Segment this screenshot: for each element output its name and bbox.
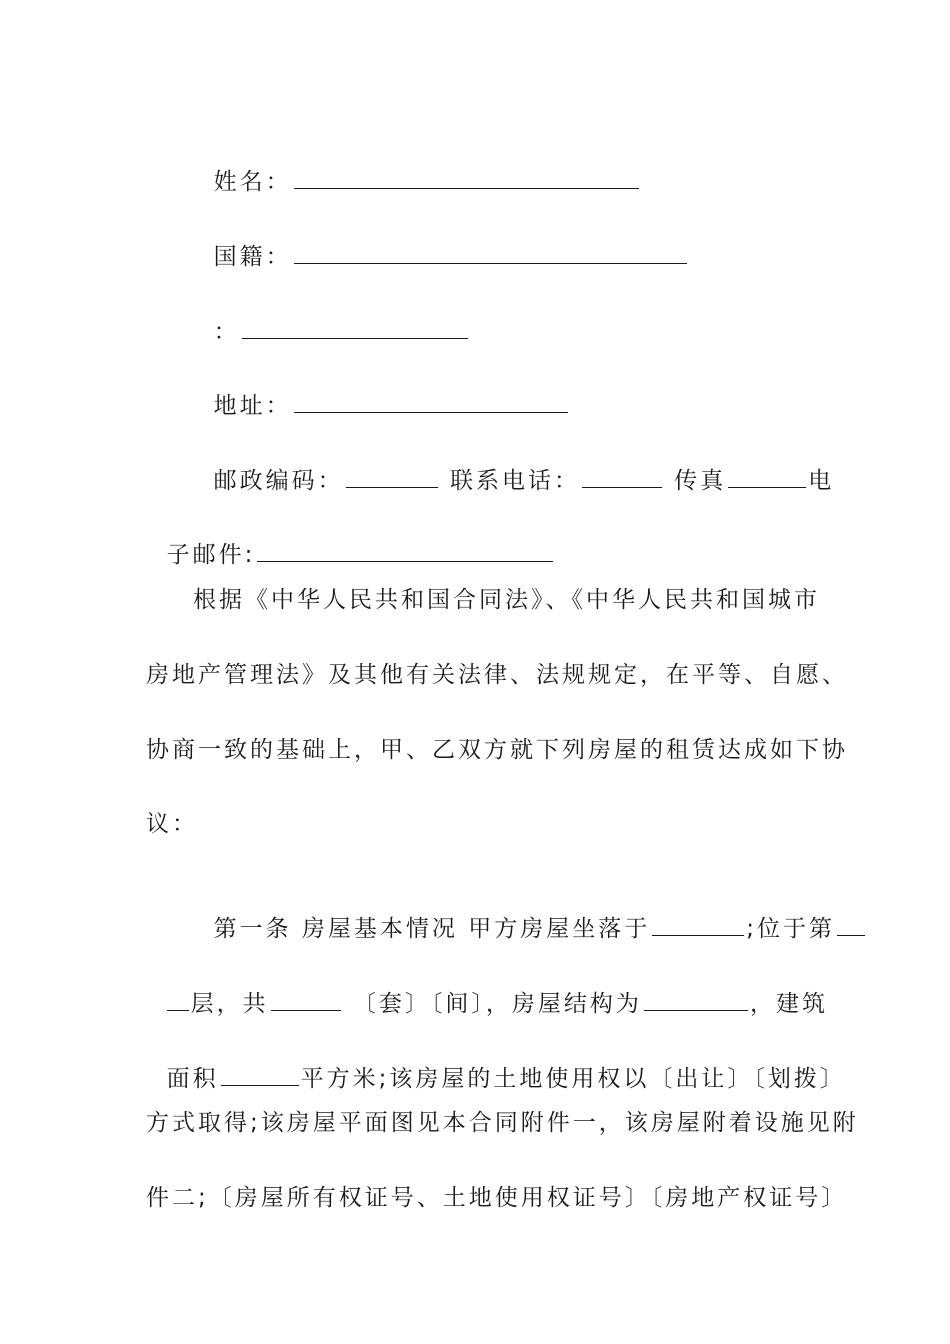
phone-blank[interactable] bbox=[582, 467, 662, 488]
unlabeled-field-row bbox=[193, 287, 470, 345]
area-blank[interactable] bbox=[221, 1065, 299, 1086]
address-label: 地址： bbox=[213, 393, 292, 419]
article1-line-2 bbox=[146, 959, 828, 1017]
name-label: 姓名： bbox=[213, 169, 292, 195]
nationality-label: 国籍： bbox=[213, 244, 292, 270]
nationality-blank[interactable] bbox=[294, 243, 687, 264]
structure-blank[interactable] bbox=[644, 990, 748, 1011]
preamble-line-1: 根据《中华人民共和国合同法》、《中华人民共和国城市 bbox=[193, 587, 820, 613]
article1-building-text: ，建筑 bbox=[749, 991, 828, 1017]
floor-blank-part2[interactable] bbox=[167, 990, 189, 1011]
preamble-line-3: 协商一致的基础上，甲、乙双方就下列房屋的租赁达成如下协 bbox=[146, 737, 848, 763]
article1-structure-text: 〔套〕〔间〕，房屋结构为 bbox=[342, 991, 642, 1017]
floor-blank-part1[interactable] bbox=[837, 915, 865, 936]
unlabeled-blank[interactable] bbox=[242, 318, 468, 339]
contact-field-row bbox=[193, 436, 835, 494]
fax-blank[interactable] bbox=[728, 467, 806, 488]
name-blank[interactable] bbox=[294, 168, 639, 189]
unlabeled-label: ： bbox=[213, 319, 240, 345]
phone-label: 联系电话： bbox=[449, 468, 580, 494]
article1-landuse-text: 平方米;该房屋的土地使用权以〔出让〕〔划拨〕 bbox=[300, 1066, 846, 1092]
name-field-row bbox=[193, 137, 641, 195]
article1-total-text: 层，共 bbox=[190, 991, 269, 1017]
article1-line-4: 方式取得;该房屋平面图见本合同附件一，该房屋附着设施见附 bbox=[146, 1110, 859, 1136]
preamble-line-2: 房地产管理法》及其他有关法律、法规规定，在平等、自愿、 bbox=[146, 662, 848, 688]
email-field-row bbox=[146, 510, 555, 568]
article1-location-text: 第一条 房屋基本情况 甲方房屋坐落于 bbox=[213, 916, 651, 942]
location-blank[interactable] bbox=[652, 915, 744, 936]
email-label-part2: 子邮件: bbox=[166, 542, 256, 568]
article1-area-text: 面积 bbox=[166, 1066, 219, 1092]
fax-label: 传真 bbox=[674, 468, 727, 494]
nationality-field-row bbox=[193, 212, 689, 270]
preamble-line-4: 议： bbox=[146, 811, 198, 837]
email-blank[interactable] bbox=[257, 541, 553, 562]
email-label-part1: 电 bbox=[808, 468, 835, 494]
article1-line-5: 件二;〔房屋所有权证号、土地使用权证号〕〔房地产权证号〕 bbox=[146, 1185, 848, 1211]
units-blank[interactable] bbox=[271, 990, 341, 1011]
article1-line-3 bbox=[146, 1034, 846, 1092]
postal-label: 邮政编码： bbox=[213, 468, 344, 494]
address-field-row bbox=[193, 361, 570, 419]
address-blank[interactable] bbox=[294, 392, 568, 413]
article1-line-1 bbox=[193, 884, 867, 942]
article1-floor-text: ;位于第 bbox=[746, 916, 835, 942]
postal-blank[interactable] bbox=[346, 467, 438, 488]
